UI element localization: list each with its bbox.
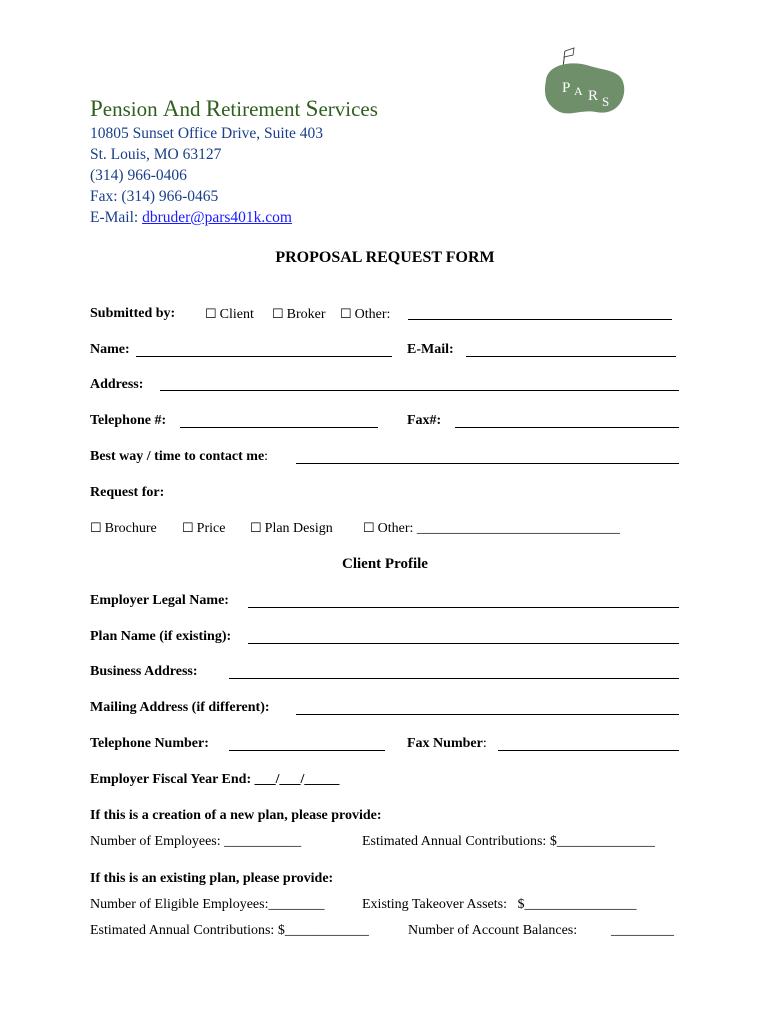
request-for-label: Request for: (90, 485, 165, 500)
checkbox-icon: ☐ (363, 520, 375, 535)
est-annual-contributions-new-field[interactable]: Estimated Annual Contributions: $______________ (362, 834, 655, 849)
email-line: E-Mail: dbruder@pars401k.com (90, 209, 292, 226)
employer-legal-name-label: Employer Legal Name: (90, 593, 229, 608)
phone-line: (314) 966-0406 (90, 167, 187, 184)
mailing-address-label: Mailing Address (if different): (90, 700, 270, 715)
fax-field[interactable] (455, 427, 679, 428)
telephone-field[interactable] (180, 427, 378, 428)
checkbox-price[interactable]: ☐ Price (182, 520, 226, 536)
number-of-account-balances-field[interactable]: _________ (611, 923, 674, 938)
fax-line: Fax: (314) 966-0465 (90, 188, 219, 205)
checkbox-other[interactable]: ☐ Other: (340, 306, 391, 322)
pars-logo (538, 40, 630, 120)
number-of-account-balances-label: Number of Account Balances: (408, 923, 578, 938)
name-field[interactable] (136, 356, 392, 357)
checkbox-request-other[interactable]: ☐ Other: _____________________________ (363, 520, 620, 536)
telephone-label: Telephone #: (90, 413, 167, 428)
address-field[interactable] (160, 390, 679, 391)
checkbox-icon: ☐ (250, 520, 262, 535)
number-of-eligible-employees-field[interactable]: Number of Eligible Employees:________ (90, 897, 325, 912)
mailing-address-field[interactable] (296, 714, 679, 715)
fax-label: Fax#: (407, 413, 442, 428)
email-link[interactable]: dbruder@pars401k.com (142, 209, 292, 226)
est-annual-contributions-existing-field[interactable]: Estimated Annual Contributions: $____________ (90, 923, 369, 938)
client-profile-title: Client Profile (342, 556, 428, 572)
name-label: Name: (90, 342, 130, 357)
address-line-1: 10805 Sunset Office Drive, Suite 403 (90, 125, 324, 142)
form-title: PROPOSAL REQUEST FORM (275, 249, 495, 266)
plan-name-field[interactable] (248, 643, 679, 644)
best-way-field[interactable] (296, 463, 679, 464)
checkbox-icon: ☐ (90, 520, 102, 535)
checkbox-icon: ☐ (205, 306, 217, 321)
checkbox-client[interactable]: ☐ Client (205, 306, 254, 322)
fax-number-field[interactable] (498, 750, 679, 751)
employer-legal-name-field[interactable] (248, 607, 679, 608)
checkbox-icon: ☐ (182, 520, 194, 535)
telephone-number-label: Telephone Number: (90, 736, 209, 751)
takeover-assets-field[interactable]: Existing Takeover Assets: $________________ (362, 897, 637, 912)
existing-plan-heading: If this is an existing plan, please provide: (90, 871, 334, 886)
business-address-label: Business Address: (90, 664, 198, 679)
address-label: Address: (90, 377, 144, 392)
svg-text:A: A (574, 84, 583, 98)
best-way-label: Best way / time to contact me: (90, 449, 269, 464)
checkbox-icon: ☐ (340, 306, 352, 321)
checkbox-brochure[interactable]: ☐ Brochure (90, 520, 157, 536)
new-plan-heading: If this is a creation of a new plan, please provide: (90, 808, 382, 823)
checkbox-plan-design[interactable]: ☐ Plan Design (250, 520, 333, 536)
logo-text: P (562, 80, 571, 96)
checkbox-icon: ☐ (272, 306, 284, 321)
plan-name-label: Plan Name (if existing): (90, 629, 232, 644)
submitted-other-field[interactable] (408, 319, 672, 320)
submitted-by-label: Submitted by: (90, 306, 176, 321)
email-field[interactable] (466, 356, 676, 357)
company-address (90, 123, 323, 228)
number-of-employees-field[interactable]: Number of Employees: ___________ (90, 834, 302, 849)
fax-number-label: Fax Number: (407, 736, 487, 751)
svg-text:S: S (602, 94, 610, 109)
email-label: E-Mail: (407, 342, 454, 357)
address-line-2: St. Louis, MO 63127 (90, 146, 222, 163)
checkbox-broker[interactable]: ☐ Broker (272, 306, 326, 322)
logo-green-shape (545, 63, 624, 113)
business-address-field[interactable] (229, 678, 679, 679)
company-name: Pension And Retirement Services (90, 96, 378, 121)
svg-text:R: R (588, 88, 599, 104)
fiscal-year-end-label[interactable]: Employer Fiscal Year End: ___/___/_____ (90, 772, 340, 787)
telephone-number-field[interactable] (229, 750, 385, 751)
